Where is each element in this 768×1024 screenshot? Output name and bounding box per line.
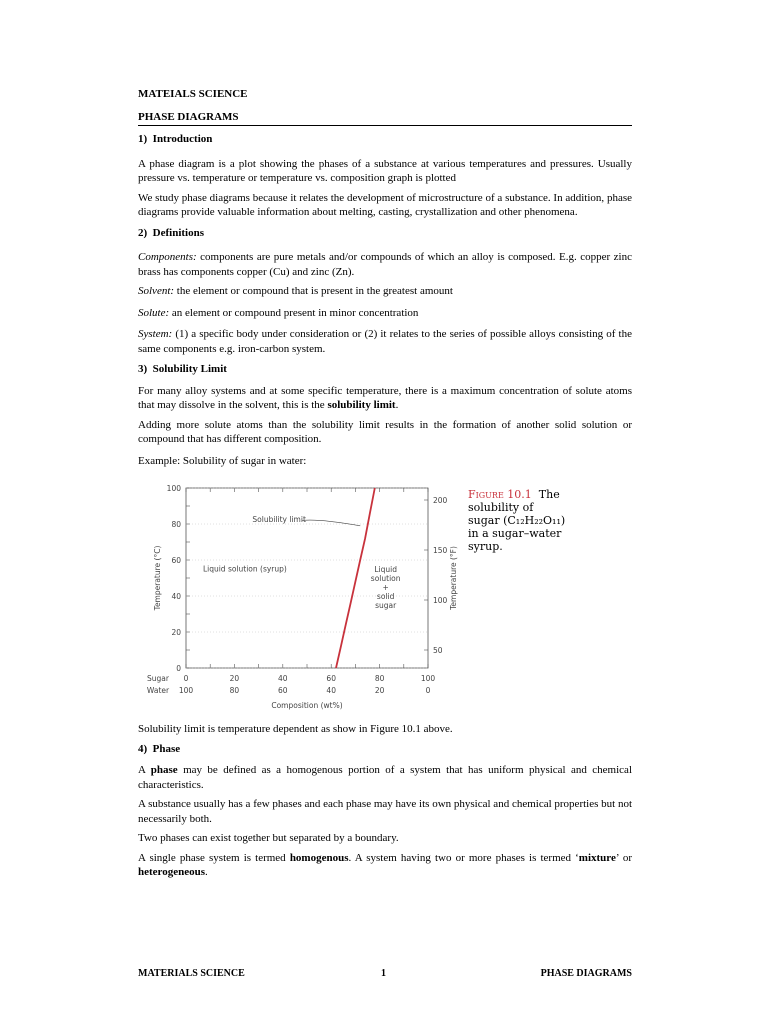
- after-figure-text: Solubility limit is temperature dependent as show in Figure 10.1 above.: [138, 723, 453, 735]
- x-tick-label-water: 100: [178, 686, 194, 695]
- caption-text: The solubility of sugar (C₁₂H₂₂O₁₁) in a sugar–water syrup.: [468, 488, 566, 553]
- phase-paragraph-2: A substance usually has a few phases and each phase may have its own physical and chemical properties but not necessarily both.: [138, 798, 632, 825]
- y-tick-label-right: 50: [433, 646, 443, 655]
- x-axis-label: Composition (wt%): [271, 701, 343, 710]
- section-title-solubility: 3) Solubility Limit: [138, 363, 227, 375]
- definition-solvent: [138, 284, 632, 299]
- y-tick-label-left: 40: [171, 592, 181, 601]
- y-tick-label-left: 0: [176, 664, 181, 673]
- figure-10-1: [138, 478, 632, 718]
- y-tick-label-left: 80: [171, 520, 181, 529]
- term-components: Components:: [138, 251, 197, 263]
- annotation-region-line: solid: [376, 592, 395, 601]
- course-header: MATEIALS SCIENCE: [138, 88, 248, 100]
- solubility-limit-curve: [336, 488, 375, 668]
- x-row-label-sugar: Sugar: [147, 674, 169, 683]
- section-title-introduction: 1) Introduction: [138, 133, 213, 145]
- term-solvent: Solvent:: [138, 285, 175, 297]
- x-tick-label-water: 20: [374, 686, 385, 695]
- document-page: [138, 84, 632, 880]
- y-axis-label-right: Temperature (°F): [449, 546, 458, 610]
- text-components: components are pure metals and/or compounds of which an alloy is composed. E.g. copper zinc brass has components copper (Cu) and zinc (Zn).: [138, 251, 632, 278]
- solubility-text-c: .: [395, 399, 399, 411]
- text-system: (1) a specific body under consideration or (2) it relates to the series of possible alloys consisting of the same components e.g. iron-carbon system.: [138, 328, 632, 355]
- solubility-paragraph-2: Adding more solute atoms than the solubility limit results in the formation of another solid solution or compound that has different composition.: [138, 418, 632, 445]
- x-tick-label-sugar: 80: [374, 674, 385, 683]
- solubility-chart: [138, 478, 468, 718]
- x-tick-label-sugar: 20: [229, 674, 240, 683]
- phase-paragraph-3: Two phases can exist together but separated by a boundary.: [138, 832, 399, 844]
- x-tick-label-water: 60: [278, 686, 288, 695]
- annotation-leader-line: [302, 520, 360, 526]
- mixture-term: mixture: [578, 851, 616, 864]
- phase4-text-e: ’ or: [615, 851, 633, 864]
- topic-header: PHASE DIAGRAMS: [138, 110, 632, 127]
- x-tick-label-water: 0: [425, 686, 431, 695]
- x-tick-label-water: 80: [229, 686, 240, 695]
- footer-left: MATERIALS SCIENCE: [138, 968, 245, 979]
- annotation-solubility-limit: Solubility limit: [252, 515, 306, 525]
- solubility-limit-term: solubility limit: [327, 399, 396, 411]
- annotation-region-line: sugar: [375, 601, 397, 610]
- y-tick-label-left: 100: [166, 484, 181, 493]
- definition-components: [138, 250, 632, 279]
- annotation-region-line: Liquid: [374, 565, 397, 574]
- y-tick-label-right: 150: [433, 546, 448, 555]
- x-tick-label-sugar: 0: [183, 674, 189, 683]
- phase-paragraph-4: [138, 851, 632, 880]
- y-tick-label-left: 20: [171, 628, 181, 637]
- solubility-text-a: For many alloy systems and at some specific temperature, there is a maximum concentration of solute atoms that may dissolve in the solvent, this is the: [138, 384, 632, 411]
- homogenous-term: homogenous: [289, 851, 349, 864]
- annotation-region-line: solution: [370, 574, 401, 583]
- solubility-paragraph-1: [138, 384, 632, 413]
- phase4-text-a: A single phase system is termed: [138, 851, 290, 864]
- caption-number: Figure 10.1: [468, 488, 532, 501]
- figure-caption: [468, 488, 568, 553]
- intro-paragraph-2: We study phase diagrams because it relates the development of microstructure of a substance. In addition, phase diagrams provide valuable information about melting, casting, crystallization and other phenomena.: [138, 191, 632, 218]
- x-row-label-water: Water: [146, 686, 170, 695]
- x-tick-label-sugar: 100: [420, 674, 436, 683]
- footer-right: PHASE DIAGRAMS: [540, 968, 632, 979]
- text-solute: an element or compound present in minor concentration: [169, 306, 419, 319]
- heterogeneous-term: heterogeneous: [138, 866, 206, 878]
- term-solute: Solute:: [138, 306, 170, 319]
- x-tick-label-water: 40: [326, 686, 336, 695]
- x-tick-label-sugar: 40: [278, 674, 288, 683]
- text-solvent: the element or compound that is present in the greatest amount: [174, 285, 453, 297]
- intro-paragraph-1: A phase diagram is a plot showing the phases of a substance at various temperatures and pressures. Usually pressure vs. temperature or temperature vs. composition graph is plotted: [138, 157, 632, 184]
- section-title-definitions: 2) Definitions: [138, 226, 204, 239]
- annotation-liquid-syrup: Liquid solution (syrup): [202, 564, 287, 574]
- y-tick-label-left: 60: [171, 556, 181, 565]
- definition-solute: [138, 306, 632, 321]
- phase-text-a: A: [138, 764, 151, 776]
- phase-term: phase: [150, 764, 178, 776]
- y-tick-label-right: 100: [433, 596, 448, 605]
- definition-system: [138, 327, 632, 356]
- footer-page-number: 1: [381, 968, 386, 979]
- section-title-phase: 4) Phase: [138, 742, 181, 755]
- term-system: System:: [138, 328, 173, 340]
- annotation-region-line: +: [382, 583, 389, 592]
- phase4-text-c: . A system having two or more phases is termed ‘: [348, 851, 579, 864]
- x-tick-label-sugar: 60: [326, 674, 336, 683]
- example-line: Example: Solubility of sugar in water:: [138, 454, 307, 467]
- y-tick-label-right: 200: [433, 496, 448, 505]
- phase-paragraph-1: [138, 763, 632, 792]
- y-axis-label-left: Temperature (°C): [153, 545, 162, 611]
- phase-text-c: may be defined as a homogenous portion of a system that has uniform physical and chemical characteristics.: [138, 764, 632, 791]
- phase4-text-g: .: [205, 866, 208, 878]
